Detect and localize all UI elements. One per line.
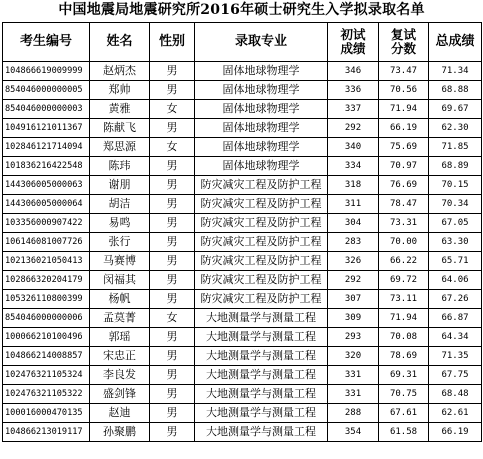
cell-major: 大地测量学与测量工程 <box>195 385 328 404</box>
table-row <box>3 62 482 81</box>
cell-major: 大地测量学与测量工程 <box>195 347 328 366</box>
cell-retest-score: 70.00 <box>379 233 429 252</box>
cell-prelim-score: 311 <box>328 195 379 214</box>
cell-total-score: 71.85 <box>429 138 482 157</box>
cell-total-score: 64.34 <box>429 328 482 347</box>
table-row <box>3 100 482 119</box>
cell-name: 谢朋 <box>90 176 150 195</box>
cell-total-score: 70.34 <box>429 195 482 214</box>
cell-candidate-id: 854046000000003 <box>3 100 90 119</box>
header-prelim-line1: 初试 <box>340 27 366 42</box>
cell-total-score: 65.71 <box>429 252 482 271</box>
cell-gender: 女 <box>150 100 195 119</box>
cell-retest-score: 67.61 <box>379 404 429 423</box>
cell-candidate-id: 101836216422548 <box>3 157 90 176</box>
cell-name: 赵炳杰 <box>90 62 150 81</box>
cell-candidate-id: 104916121011367 <box>3 119 90 138</box>
cell-gender: 女 <box>150 138 195 157</box>
cell-total-score: 63.30 <box>429 233 482 252</box>
header-id: 考生编号 <box>3 23 90 62</box>
cell-name: 黄雅 <box>90 100 150 119</box>
cell-name: 李良发 <box>90 366 150 385</box>
cell-prelim-score: 334 <box>328 157 379 176</box>
cell-name: 易鸣 <box>90 214 150 233</box>
cell-total-score: 68.48 <box>429 385 482 404</box>
table-row <box>3 271 482 290</box>
cell-major: 防灾减灾工程及防护工程 <box>195 290 328 309</box>
cell-total-score: 64.06 <box>429 271 482 290</box>
header-total: 总成绩 <box>429 23 482 62</box>
cell-candidate-id: 104866214008857 <box>3 347 90 366</box>
cell-total-score: 67.05 <box>429 214 482 233</box>
cell-major: 大地测量学与测量工程 <box>195 423 328 442</box>
cell-retest-score: 70.08 <box>379 328 429 347</box>
cell-gender: 男 <box>150 214 195 233</box>
cell-gender: 男 <box>150 233 195 252</box>
cell-total-score: 69.67 <box>429 100 482 119</box>
cell-candidate-id: 100016000470135 <box>3 404 90 423</box>
cell-major: 固体地球物理学 <box>195 81 328 100</box>
cell-candidate-id: 854046000000006 <box>3 309 90 328</box>
cell-major: 大地测量学与测量工程 <box>195 366 328 385</box>
cell-total-score: 68.88 <box>429 81 482 100</box>
cell-total-score: 62.30 <box>429 119 482 138</box>
cell-gender: 男 <box>150 157 195 176</box>
cell-candidate-id: 100066210100496 <box>3 328 90 347</box>
cell-gender: 男 <box>150 347 195 366</box>
table-row <box>3 157 482 176</box>
cell-name: 盛剑锋 <box>90 385 150 404</box>
cell-retest-score: 70.56 <box>379 81 429 100</box>
cell-name: 张行 <box>90 233 150 252</box>
table-row <box>3 252 482 271</box>
cell-total-score: 66.19 <box>429 423 482 442</box>
table-body <box>3 62 482 442</box>
cell-total-score: 71.35 <box>429 347 482 366</box>
cell-prelim-score: 292 <box>328 119 379 138</box>
cell-retest-score: 71.94 <box>379 100 429 119</box>
cell-prelim-score: 340 <box>328 138 379 157</box>
table-row <box>3 214 482 233</box>
cell-candidate-id: 106146081007726 <box>3 233 90 252</box>
cell-candidate-id: 104866619009999 <box>3 62 90 81</box>
cell-name: 郑思源 <box>90 138 150 157</box>
cell-total-score: 62.61 <box>429 404 482 423</box>
cell-name: 赵迪 <box>90 404 150 423</box>
table-row <box>3 423 482 442</box>
table-header-row <box>3 23 482 62</box>
admission-table <box>2 22 482 442</box>
header-major: 录取专业 <box>195 23 328 62</box>
cell-prelim-score: 326 <box>328 252 379 271</box>
cell-major: 固体地球物理学 <box>195 157 328 176</box>
table-row <box>3 385 482 404</box>
cell-major: 固体地球物理学 <box>195 119 328 138</box>
header-retest-line2: 分数 <box>390 41 416 56</box>
cell-name: 陈玮 <box>90 157 150 176</box>
table-row <box>3 347 482 366</box>
cell-prelim-score: 320 <box>328 347 379 366</box>
cell-retest-score: 70.97 <box>379 157 429 176</box>
cell-prelim-score: 318 <box>328 176 379 195</box>
cell-candidate-id: 102476321105324 <box>3 366 90 385</box>
cell-name: 杨帆 <box>90 290 150 309</box>
header-retest-score <box>379 23 429 62</box>
cell-name: 宋忠正 <box>90 347 150 366</box>
cell-total-score: 68.89 <box>429 157 482 176</box>
cell-major: 固体地球物理学 <box>195 138 328 157</box>
cell-prelim-score: 307 <box>328 290 379 309</box>
cell-prelim-score: 346 <box>328 62 379 81</box>
cell-name: 郭瑶 <box>90 328 150 347</box>
cell-candidate-id: 102136021050413 <box>3 252 90 271</box>
table-row <box>3 81 482 100</box>
table-row <box>3 176 482 195</box>
cell-prelim-score: 336 <box>328 81 379 100</box>
cell-prelim-score: 309 <box>328 309 379 328</box>
cell-major: 固体地球物理学 <box>195 100 328 119</box>
cell-gender: 男 <box>150 271 195 290</box>
cell-retest-score: 66.22 <box>379 252 429 271</box>
cell-major: 防灾减灾工程及防护工程 <box>195 214 328 233</box>
cell-retest-score: 73.47 <box>379 62 429 81</box>
cell-prelim-score: 283 <box>328 233 379 252</box>
cell-prelim-score: 293 <box>328 328 379 347</box>
cell-gender: 男 <box>150 119 195 138</box>
cell-total-score: 67.75 <box>429 366 482 385</box>
table-row <box>3 309 482 328</box>
cell-name: 闵福其 <box>90 271 150 290</box>
cell-retest-score: 69.72 <box>379 271 429 290</box>
header-prelim-score <box>328 23 379 62</box>
cell-prelim-score: 331 <box>328 385 379 404</box>
header-gender: 性别 <box>150 23 195 62</box>
cell-major: 大地测量学与测量工程 <box>195 404 328 423</box>
table-row <box>3 233 482 252</box>
cell-gender: 男 <box>150 328 195 347</box>
table-row <box>3 328 482 347</box>
cell-major: 防灾减灾工程及防护工程 <box>195 271 328 290</box>
cell-candidate-id: 144306005000064 <box>3 195 90 214</box>
header-prelim-line2: 成绩 <box>340 41 366 56</box>
cell-name: 郑帅 <box>90 81 150 100</box>
cell-retest-score: 73.31 <box>379 214 429 233</box>
table-row <box>3 119 482 138</box>
cell-gender: 男 <box>150 385 195 404</box>
cell-gender: 男 <box>150 252 195 271</box>
cell-candidate-id: 144306005000063 <box>3 176 90 195</box>
cell-retest-score: 71.94 <box>379 309 429 328</box>
cell-candidate-id: 105326110800399 <box>3 290 90 309</box>
cell-major: 防灾减灾工程及防护工程 <box>195 233 328 252</box>
cell-gender: 男 <box>150 404 195 423</box>
cell-major: 防灾减灾工程及防护工程 <box>195 195 328 214</box>
cell-retest-score: 69.31 <box>379 366 429 385</box>
cell-candidate-id: 102866320204179 <box>3 271 90 290</box>
cell-prelim-score: 304 <box>328 214 379 233</box>
cell-retest-score: 78.47 <box>379 195 429 214</box>
cell-gender: 男 <box>150 290 195 309</box>
cell-candidate-id: 854046000000005 <box>3 81 90 100</box>
cell-gender: 男 <box>150 81 195 100</box>
cell-prelim-score: 292 <box>328 271 379 290</box>
table-row <box>3 195 482 214</box>
cell-retest-score: 75.69 <box>379 138 429 157</box>
cell-retest-score: 70.75 <box>379 385 429 404</box>
cell-candidate-id: 104866213019117 <box>3 423 90 442</box>
cell-major: 大地测量学与测量工程 <box>195 328 328 347</box>
header-name: 姓名 <box>90 23 150 62</box>
cell-gender: 男 <box>150 176 195 195</box>
table-row <box>3 138 482 157</box>
cell-retest-score: 61.58 <box>379 423 429 442</box>
cell-retest-score: 78.69 <box>379 347 429 366</box>
cell-candidate-id: 102476321105322 <box>3 385 90 404</box>
cell-retest-score: 73.11 <box>379 290 429 309</box>
cell-prelim-score: 354 <box>328 423 379 442</box>
cell-prelim-score: 331 <box>328 366 379 385</box>
cell-total-score: 67.26 <box>429 290 482 309</box>
table-row <box>3 290 482 309</box>
cell-total-score: 66.87 <box>429 309 482 328</box>
cell-gender: 男 <box>150 366 195 385</box>
cell-gender: 男 <box>150 62 195 81</box>
cell-retest-score: 76.69 <box>379 176 429 195</box>
header-retest-line1: 复试 <box>390 27 416 42</box>
cell-gender: 男 <box>150 195 195 214</box>
cell-name: 孟莫菁 <box>90 309 150 328</box>
cell-gender: 男 <box>150 423 195 442</box>
cell-major: 防灾减灾工程及防护工程 <box>195 176 328 195</box>
cell-total-score: 70.15 <box>429 176 482 195</box>
cell-name: 胡洁 <box>90 195 150 214</box>
cell-gender: 女 <box>150 309 195 328</box>
page-title: 中国地震局地震研究所2016年硕士研究生入学拟录取名单 <box>58 2 425 18</box>
table-row <box>3 404 482 423</box>
cell-name: 孙聚鹏 <box>90 423 150 442</box>
cell-prelim-score: 288 <box>328 404 379 423</box>
cell-name: 陈献飞 <box>90 119 150 138</box>
cell-major: 防灾减灾工程及防护工程 <box>195 252 328 271</box>
cell-candidate-id: 102846121714094 <box>3 138 90 157</box>
cell-name: 马赛博 <box>90 252 150 271</box>
table-row <box>3 366 482 385</box>
cell-major: 大地测量学与测量工程 <box>195 309 328 328</box>
cell-major: 固体地球物理学 <box>195 62 328 81</box>
cell-prelim-score: 337 <box>328 100 379 119</box>
cell-total-score: 71.34 <box>429 62 482 81</box>
cell-retest-score: 66.19 <box>379 119 429 138</box>
cell-candidate-id: 103356000907422 <box>3 214 90 233</box>
